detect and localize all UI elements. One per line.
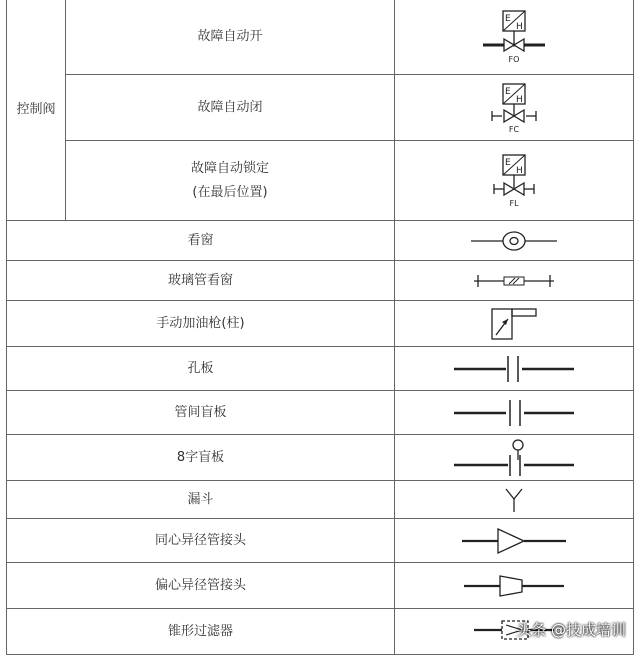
symbol-cell xyxy=(395,435,634,481)
symbol-cell xyxy=(395,261,634,301)
actuator-letter-top: E xyxy=(505,13,511,24)
name-cell xyxy=(66,0,395,75)
funnel-icon xyxy=(502,486,526,514)
row-name: 故障自动锁定 xyxy=(190,160,269,176)
table-row xyxy=(7,347,634,391)
row-name: 故障自动闭 xyxy=(197,99,263,115)
eccentric-reducer-icon xyxy=(462,572,566,600)
blind-plate-icon xyxy=(452,396,576,430)
actuator-letter-top: E xyxy=(505,86,511,97)
failure-close-valve-icon xyxy=(484,82,544,134)
name-cell xyxy=(7,261,395,301)
symbol-cell xyxy=(395,301,634,347)
symbol-cell xyxy=(395,221,634,261)
concentric-reducer-icon xyxy=(460,526,568,556)
watermark: 头条 @技成培训 xyxy=(516,621,626,639)
row-name: 同心异径管接头 xyxy=(154,532,246,548)
name-cell xyxy=(7,519,395,563)
symbol-code: FL xyxy=(509,198,519,208)
table-row xyxy=(7,301,634,347)
name-cell xyxy=(7,347,395,391)
row-name: 看窗 xyxy=(187,232,214,248)
row-subname: (在最后位置) xyxy=(192,184,268,200)
name-cell xyxy=(66,75,395,141)
row-name: 手动加油枪(柱) xyxy=(156,315,245,331)
name-cell xyxy=(7,481,395,519)
table-row xyxy=(7,435,634,481)
symbol-cell xyxy=(395,481,634,519)
table-row xyxy=(7,75,634,141)
symbol-cell xyxy=(395,391,634,435)
symbol-cell xyxy=(395,141,634,221)
failure-open-valve-icon xyxy=(479,9,549,65)
failure-lock-valve-icon xyxy=(484,153,544,209)
row-name: 8字盲板 xyxy=(176,449,225,465)
name-cell xyxy=(7,301,395,347)
symbol-cell xyxy=(395,563,634,609)
table-row xyxy=(7,481,634,519)
table-row xyxy=(7,391,634,435)
name-cell xyxy=(7,221,395,261)
category-cell xyxy=(7,0,66,221)
glass-tube-sight-glass-icon xyxy=(472,271,556,291)
name-cell xyxy=(7,435,395,481)
symbol-cell xyxy=(395,347,634,391)
symbol-cell xyxy=(395,0,634,75)
name-cell xyxy=(7,609,395,655)
actuator-letter-bottom: H xyxy=(516,94,523,105)
table-row xyxy=(7,519,634,563)
actuator-letter-top: E xyxy=(505,157,511,168)
table-row xyxy=(7,563,634,609)
symbol-table xyxy=(6,0,634,655)
symbol-code: FC xyxy=(508,124,520,134)
name-cell xyxy=(66,141,395,221)
row-name: 玻璃管看窗 xyxy=(167,272,233,288)
actuator-letter-bottom: H xyxy=(516,165,523,176)
orifice-plate-icon xyxy=(452,352,576,386)
row-name: 漏斗 xyxy=(187,491,214,507)
name-cell xyxy=(7,391,395,435)
table-row xyxy=(7,0,634,75)
actuator-letter-bottom: H xyxy=(516,21,523,32)
symbol-cell xyxy=(395,75,634,141)
symbol-code: FO xyxy=(508,54,520,64)
name-cell xyxy=(7,563,395,609)
table-row xyxy=(7,261,634,301)
table-row xyxy=(7,141,634,221)
manual-oil-gun-icon xyxy=(488,306,540,342)
category-label: 控制阀 xyxy=(16,101,56,117)
row-name: 故障自动开 xyxy=(197,28,263,44)
row-name: 管间盲板 xyxy=(174,404,227,420)
symbol-cell xyxy=(395,519,634,563)
sight-glass-icon xyxy=(469,228,559,254)
table-row xyxy=(7,221,634,261)
figure-8-blind-icon xyxy=(452,438,576,478)
row-name: 锥形过滤器 xyxy=(167,623,233,639)
row-name: 偏心异径管接头 xyxy=(154,577,246,593)
row-name: 孔板 xyxy=(187,360,214,376)
